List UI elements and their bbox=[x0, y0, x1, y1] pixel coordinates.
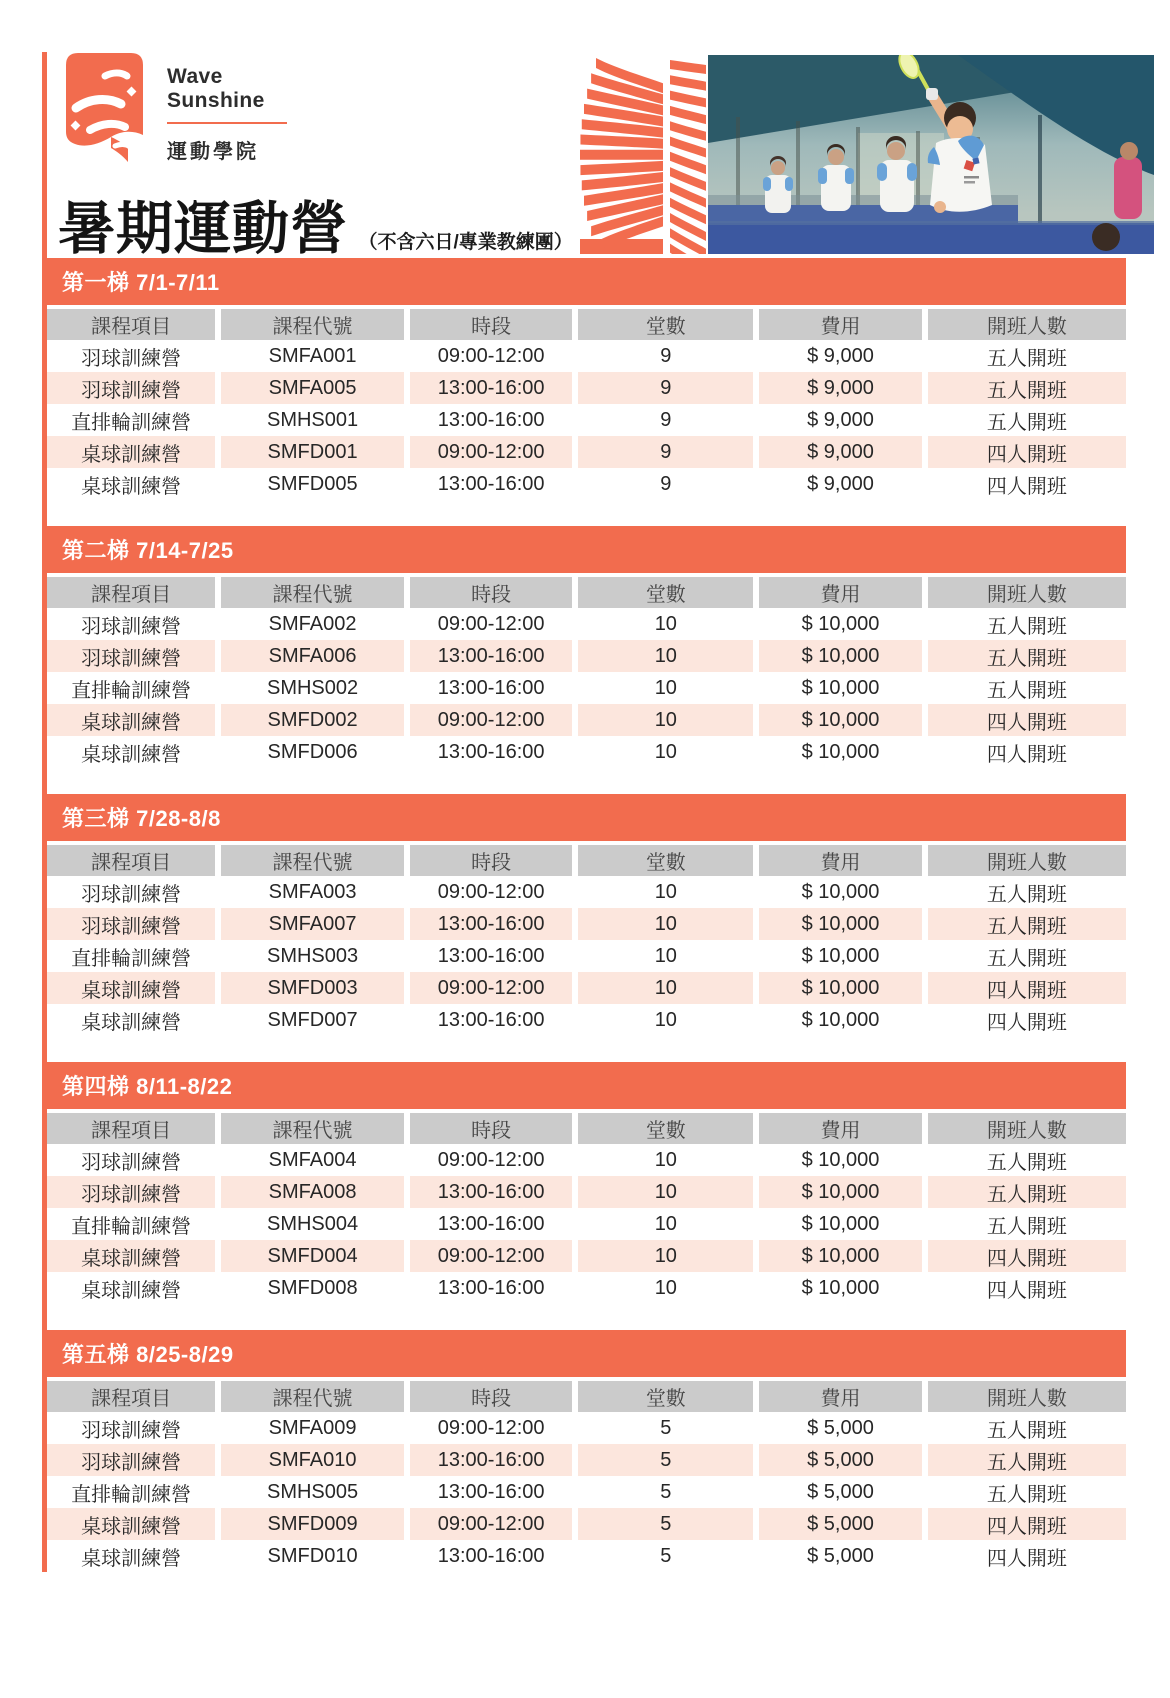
table-row bbox=[47, 1208, 1126, 1240]
column-header-course-name: 課程項目 bbox=[47, 845, 215, 876]
cell-course-code: SMFD007 bbox=[221, 1004, 404, 1036]
cell-time-slot: 13:00-16:00 bbox=[410, 1272, 572, 1304]
cell-session-count: 5 bbox=[578, 1476, 753, 1508]
table-row bbox=[47, 1540, 1126, 1572]
cell-course-code: SMHS003 bbox=[221, 940, 404, 972]
cell-min-class-size: 四人開班 bbox=[928, 704, 1126, 736]
cell-fee: $ 10,000 bbox=[759, 908, 921, 940]
cell-course-name: 羽球訓練營 bbox=[47, 372, 215, 404]
cell-session-count: 10 bbox=[578, 704, 753, 736]
column-header-course-code: 課程代號 bbox=[221, 1113, 404, 1144]
cell-fee: $ 5,000 bbox=[759, 1540, 921, 1572]
table-body bbox=[47, 876, 1126, 1036]
cell-min-class-size: 四人開班 bbox=[928, 1540, 1126, 1572]
cell-course-name: 桌球訓練營 bbox=[47, 1240, 215, 1272]
cell-course-code: SMFD006 bbox=[221, 736, 404, 768]
table-row bbox=[47, 468, 1126, 500]
cell-min-class-size: 四人開班 bbox=[928, 736, 1126, 768]
cell-min-class-size: 五人開班 bbox=[928, 608, 1126, 640]
cell-session-count: 10 bbox=[578, 672, 753, 704]
cell-time-slot: 13:00-16:00 bbox=[410, 1004, 572, 1036]
cell-course-code: SMFD002 bbox=[221, 704, 404, 736]
cell-session-count: 10 bbox=[578, 1176, 753, 1208]
cell-min-class-size: 五人開班 bbox=[928, 672, 1126, 704]
cell-session-count: 5 bbox=[578, 1540, 753, 1572]
cell-time-slot: 09:00-12:00 bbox=[410, 608, 572, 640]
cell-course-name: 桌球訓練營 bbox=[47, 704, 215, 736]
cell-fee: $ 10,000 bbox=[759, 1240, 921, 1272]
session-header-bar bbox=[47, 258, 1126, 305]
session-label: 第三梯 7/28-8/8 bbox=[62, 806, 221, 831]
cell-course-code: SMFA004 bbox=[221, 1144, 404, 1176]
cell-min-class-size: 四人開班 bbox=[928, 1272, 1126, 1304]
table-row bbox=[47, 1508, 1126, 1540]
session-table bbox=[47, 1381, 1126, 1572]
cell-course-code: SMHS001 bbox=[221, 404, 404, 436]
cell-session-count: 5 bbox=[578, 1412, 753, 1444]
cell-time-slot: 13:00-16:00 bbox=[410, 1476, 572, 1508]
cell-course-name: 羽球訓練營 bbox=[47, 1412, 215, 1444]
cell-session-count: 10 bbox=[578, 1144, 753, 1176]
cell-time-slot: 09:00-12:00 bbox=[410, 704, 572, 736]
cell-course-code: SMHS005 bbox=[221, 1476, 404, 1508]
session-table bbox=[47, 845, 1126, 1036]
column-header-min-class-size: 開班人數 bbox=[928, 309, 1126, 340]
table-row bbox=[47, 972, 1126, 1004]
column-header-time-slot: 時段 bbox=[410, 309, 572, 340]
cell-fee: $ 10,000 bbox=[759, 736, 921, 768]
cell-fee: $ 10,000 bbox=[759, 876, 921, 908]
cell-time-slot: 13:00-16:00 bbox=[410, 468, 572, 500]
cell-course-code: SMFD001 bbox=[221, 436, 404, 468]
column-header-fee: 費用 bbox=[759, 309, 921, 340]
cell-course-code: SMFD008 bbox=[221, 1272, 404, 1304]
cell-fee: $ 10,000 bbox=[759, 672, 921, 704]
flyer-content bbox=[42, 52, 1126, 1572]
column-header-course-code: 課程代號 bbox=[221, 309, 404, 340]
table-row bbox=[47, 672, 1126, 704]
cell-course-name: 羽球訓練營 bbox=[47, 1444, 215, 1476]
cell-fee: $ 5,000 bbox=[759, 1476, 921, 1508]
title-row bbox=[58, 183, 573, 265]
table-row bbox=[47, 1176, 1126, 1208]
cell-time-slot: 13:00-16:00 bbox=[410, 1444, 572, 1476]
cell-time-slot: 13:00-16:00 bbox=[410, 404, 572, 436]
brand-name-line1: Wave bbox=[167, 65, 223, 88]
session-list bbox=[47, 258, 1126, 1572]
cell-session-count: 10 bbox=[578, 1240, 753, 1272]
table-body bbox=[47, 340, 1126, 500]
cell-time-slot: 13:00-16:00 bbox=[410, 1540, 572, 1572]
cell-course-name: 桌球訓練營 bbox=[47, 436, 215, 468]
cell-course-code: SMFD005 bbox=[221, 468, 404, 500]
cell-time-slot: 13:00-16:00 bbox=[410, 908, 572, 940]
session-header-bar bbox=[47, 526, 1126, 573]
cell-course-code: SMHS004 bbox=[221, 1208, 404, 1240]
cell-min-class-size: 四人開班 bbox=[928, 1004, 1126, 1036]
cell-course-code: SMFD010 bbox=[221, 1540, 404, 1572]
table-row bbox=[47, 340, 1126, 372]
cell-fee: $ 9,000 bbox=[759, 340, 921, 372]
column-header-fee: 費用 bbox=[759, 1381, 921, 1412]
table-header-row bbox=[47, 577, 1126, 608]
cell-fee: $ 10,000 bbox=[759, 1004, 921, 1036]
cell-session-count: 10 bbox=[578, 1208, 753, 1240]
cell-course-code: SMFA006 bbox=[221, 640, 404, 672]
column-header-fee: 費用 bbox=[759, 577, 921, 608]
cell-course-code: SMFD004 bbox=[221, 1240, 404, 1272]
column-header-min-class-size: 開班人數 bbox=[928, 1113, 1126, 1144]
session-table bbox=[47, 577, 1126, 768]
table-header-row bbox=[47, 309, 1126, 340]
cell-min-class-size: 四人開班 bbox=[928, 436, 1126, 468]
page-title-note: （不含六日/專業教練團） bbox=[358, 232, 573, 253]
column-header-session-count: 堂數 bbox=[578, 1381, 753, 1412]
table-row bbox=[47, 704, 1126, 736]
cell-course-code: SMFA002 bbox=[221, 608, 404, 640]
header bbox=[47, 52, 1126, 261]
cell-min-class-size: 五人開班 bbox=[928, 1144, 1126, 1176]
cell-fee: $ 10,000 bbox=[759, 1176, 921, 1208]
table-header-row bbox=[47, 845, 1126, 876]
brand-name-line2: Sunshine bbox=[167, 89, 265, 113]
cell-min-class-size: 五人開班 bbox=[928, 340, 1126, 372]
table-row bbox=[47, 1476, 1126, 1508]
header-left bbox=[47, 52, 573, 261]
column-header-fee: 費用 bbox=[759, 845, 921, 876]
table-row bbox=[47, 436, 1126, 468]
cell-course-code: SMFD003 bbox=[221, 972, 404, 1004]
table-row bbox=[47, 1004, 1126, 1036]
session-table bbox=[47, 1113, 1126, 1304]
cell-course-name: 桌球訓練營 bbox=[47, 1272, 215, 1304]
session-section bbox=[47, 1062, 1126, 1304]
cell-course-name: 羽球訓練營 bbox=[47, 908, 215, 940]
page-title: 暑期運動營 bbox=[58, 197, 348, 261]
cell-fee: $ 10,000 bbox=[759, 1144, 921, 1176]
column-header-min-class-size: 開班人數 bbox=[928, 577, 1126, 608]
cell-fee: $ 5,000 bbox=[759, 1444, 921, 1476]
cell-course-name: 羽球訓練營 bbox=[47, 340, 215, 372]
cell-fee: $ 10,000 bbox=[759, 704, 921, 736]
cell-fee: $ 10,000 bbox=[759, 940, 921, 972]
cell-session-count: 9 bbox=[578, 404, 753, 436]
column-header-course-code: 課程代號 bbox=[221, 845, 404, 876]
cell-fee: $ 9,000 bbox=[759, 372, 921, 404]
cell-fee: $ 9,000 bbox=[759, 468, 921, 500]
cell-time-slot: 13:00-16:00 bbox=[410, 672, 572, 704]
cell-time-slot: 09:00-12:00 bbox=[410, 1240, 572, 1272]
cell-course-name: 桌球訓練營 bbox=[47, 1540, 215, 1572]
cell-course-name: 羽球訓練營 bbox=[47, 640, 215, 672]
brand-divider bbox=[167, 122, 287, 124]
cell-min-class-size: 五人開班 bbox=[928, 1476, 1126, 1508]
brand-name bbox=[167, 65, 287, 113]
cell-fee: $ 5,000 bbox=[759, 1412, 921, 1444]
cell-time-slot: 13:00-16:00 bbox=[410, 736, 572, 768]
cell-min-class-size: 四人開班 bbox=[928, 468, 1126, 500]
session-label: 第二梯 7/14-7/25 bbox=[62, 538, 234, 563]
column-header-time-slot: 時段 bbox=[410, 845, 572, 876]
cell-course-name: 桌球訓練營 bbox=[47, 972, 215, 1004]
table-row bbox=[47, 372, 1126, 404]
cell-course-name: 桌球訓練營 bbox=[47, 1508, 215, 1540]
wave-pattern-decoration bbox=[573, 55, 706, 254]
cell-course-name: 羽球訓練營 bbox=[47, 608, 215, 640]
cell-fee: $ 10,000 bbox=[759, 972, 921, 1004]
brand-logo-icon bbox=[58, 52, 150, 170]
cell-course-name: 直排輪訓練營 bbox=[47, 940, 215, 972]
cell-min-class-size: 四人開班 bbox=[928, 972, 1126, 1004]
cell-course-name: 直排輪訓練營 bbox=[47, 1208, 215, 1240]
table-header-row bbox=[47, 1113, 1126, 1144]
table-body bbox=[47, 1412, 1126, 1572]
cell-course-name: 桌球訓練營 bbox=[47, 468, 215, 500]
cell-course-code: SMHS002 bbox=[221, 672, 404, 704]
cell-time-slot: 09:00-12:00 bbox=[410, 1508, 572, 1540]
session-section bbox=[47, 1330, 1126, 1572]
cell-min-class-size: 五人開班 bbox=[928, 404, 1126, 436]
cell-fee: $ 10,000 bbox=[759, 1208, 921, 1240]
cell-time-slot: 09:00-12:00 bbox=[410, 1412, 572, 1444]
cell-course-name: 直排輪訓練營 bbox=[47, 1476, 215, 1508]
table-row bbox=[47, 404, 1126, 436]
session-label: 第一梯 7/1-7/11 bbox=[62, 270, 220, 295]
column-header-course-name: 課程項目 bbox=[47, 577, 215, 608]
column-header-course-name: 課程項目 bbox=[47, 1113, 215, 1144]
column-header-time-slot: 時段 bbox=[410, 577, 572, 608]
cell-session-count: 10 bbox=[578, 940, 753, 972]
cell-time-slot: 13:00-16:00 bbox=[410, 940, 572, 972]
column-header-course-code: 課程代號 bbox=[221, 577, 404, 608]
cell-course-code: SMFA007 bbox=[221, 908, 404, 940]
cell-min-class-size: 四人開班 bbox=[928, 1240, 1126, 1272]
cell-course-code: SMFA001 bbox=[221, 340, 404, 372]
cell-session-count: 10 bbox=[578, 876, 753, 908]
cell-time-slot: 09:00-12:00 bbox=[410, 876, 572, 908]
table-row bbox=[47, 736, 1126, 768]
column-header-min-class-size: 開班人數 bbox=[928, 1381, 1126, 1412]
column-header-session-count: 堂數 bbox=[578, 309, 753, 340]
cell-course-code: SMFA009 bbox=[221, 1412, 404, 1444]
cell-min-class-size: 四人開班 bbox=[928, 1508, 1126, 1540]
table-row bbox=[47, 1412, 1126, 1444]
cell-course-name: 直排輪訓練營 bbox=[47, 404, 215, 436]
cell-session-count: 10 bbox=[578, 608, 753, 640]
session-label: 第五梯 8/25-8/29 bbox=[62, 1342, 234, 1367]
cell-session-count: 5 bbox=[578, 1444, 753, 1476]
session-section bbox=[47, 526, 1126, 768]
column-header-time-slot: 時段 bbox=[410, 1113, 572, 1144]
cell-time-slot: 09:00-12:00 bbox=[410, 436, 572, 468]
cell-session-count: 9 bbox=[578, 468, 753, 500]
cell-course-name: 羽球訓練營 bbox=[47, 876, 215, 908]
cell-fee: $ 10,000 bbox=[759, 608, 921, 640]
column-header-session-count: 堂數 bbox=[578, 577, 753, 608]
cell-session-count: 9 bbox=[578, 436, 753, 468]
cell-session-count: 10 bbox=[578, 640, 753, 672]
table-row bbox=[47, 940, 1126, 972]
brand-academy-label: 運動學院 bbox=[167, 141, 259, 164]
cell-time-slot: 13:00-16:00 bbox=[410, 1176, 572, 1208]
column-header-course-name: 課程項目 bbox=[47, 309, 215, 340]
table-body bbox=[47, 1144, 1126, 1304]
table-row bbox=[47, 1240, 1126, 1272]
session-section bbox=[47, 258, 1126, 500]
session-table bbox=[47, 309, 1126, 500]
column-header-session-count: 堂數 bbox=[578, 845, 753, 876]
cell-min-class-size: 五人開班 bbox=[928, 1412, 1126, 1444]
session-header-bar bbox=[47, 794, 1126, 841]
cell-course-name: 直排輪訓練營 bbox=[47, 672, 215, 704]
cell-min-class-size: 五人開班 bbox=[928, 876, 1126, 908]
column-header-course-code: 課程代號 bbox=[221, 1381, 404, 1412]
cell-min-class-size: 五人開班 bbox=[928, 640, 1126, 672]
cell-min-class-size: 五人開班 bbox=[928, 372, 1126, 404]
cell-min-class-size: 五人開班 bbox=[928, 940, 1126, 972]
cell-session-count: 10 bbox=[578, 1272, 753, 1304]
cell-session-count: 5 bbox=[578, 1508, 753, 1540]
cell-time-slot: 09:00-12:00 bbox=[410, 340, 572, 372]
session-section bbox=[47, 794, 1126, 1036]
cell-course-name: 羽球訓練營 bbox=[47, 1176, 215, 1208]
session-header-bar bbox=[47, 1330, 1126, 1377]
table-row bbox=[47, 1444, 1126, 1476]
table-row bbox=[47, 1272, 1126, 1304]
cell-min-class-size: 五人開班 bbox=[928, 1208, 1126, 1240]
cell-time-slot: 13:00-16:00 bbox=[410, 1208, 572, 1240]
table-header-row bbox=[47, 1381, 1126, 1412]
brand-text bbox=[167, 52, 287, 164]
cell-session-count: 10 bbox=[578, 736, 753, 768]
table-body bbox=[47, 608, 1126, 768]
cell-session-count: 10 bbox=[578, 972, 753, 1004]
cell-course-code: SMFA008 bbox=[221, 1176, 404, 1208]
cell-time-slot: 13:00-16:00 bbox=[410, 640, 572, 672]
cell-time-slot: 09:00-12:00 bbox=[410, 972, 572, 1004]
column-header-fee: 費用 bbox=[759, 1113, 921, 1144]
cell-course-code: SMFD009 bbox=[221, 1508, 404, 1540]
column-header-min-class-size: 開班人數 bbox=[928, 845, 1126, 876]
cell-min-class-size: 五人開班 bbox=[928, 1176, 1126, 1208]
cell-session-count: 9 bbox=[578, 372, 753, 404]
cell-session-count: 10 bbox=[578, 908, 753, 940]
cell-course-code: SMFA005 bbox=[221, 372, 404, 404]
cell-course-name: 羽球訓練營 bbox=[47, 1144, 215, 1176]
session-label: 第四梯 8/11-8/22 bbox=[62, 1074, 233, 1099]
table-row bbox=[47, 608, 1126, 640]
cell-fee: $ 9,000 bbox=[759, 404, 921, 436]
header-right bbox=[573, 52, 1154, 258]
cell-course-name: 桌球訓練營 bbox=[47, 736, 215, 768]
cell-course-code: SMFA003 bbox=[221, 876, 404, 908]
table-row bbox=[47, 1144, 1126, 1176]
cell-course-code: SMFA010 bbox=[221, 1444, 404, 1476]
table-row bbox=[47, 876, 1126, 908]
column-header-session-count: 堂數 bbox=[578, 1113, 753, 1144]
cell-min-class-size: 五人開班 bbox=[928, 908, 1126, 940]
session-header-bar bbox=[47, 1062, 1126, 1109]
badminton-kids-photo bbox=[708, 55, 1154, 254]
table-row bbox=[47, 640, 1126, 672]
cell-fee: $ 5,000 bbox=[759, 1508, 921, 1540]
cell-time-slot: 09:00-12:00 bbox=[410, 1144, 572, 1176]
cell-min-class-size: 五人開班 bbox=[928, 1444, 1126, 1476]
column-header-course-name: 課程項目 bbox=[47, 1381, 215, 1412]
table-row bbox=[47, 908, 1126, 940]
cell-course-name: 桌球訓練營 bbox=[47, 1004, 215, 1036]
cell-session-count: 9 bbox=[578, 340, 753, 372]
cell-fee: $ 10,000 bbox=[759, 1272, 921, 1304]
cell-session-count: 10 bbox=[578, 1004, 753, 1036]
brand bbox=[58, 52, 573, 170]
cell-fee: $ 9,000 bbox=[759, 436, 921, 468]
cell-fee: $ 10,000 bbox=[759, 640, 921, 672]
column-header-time-slot: 時段 bbox=[410, 1381, 572, 1412]
cell-time-slot: 13:00-16:00 bbox=[410, 372, 572, 404]
